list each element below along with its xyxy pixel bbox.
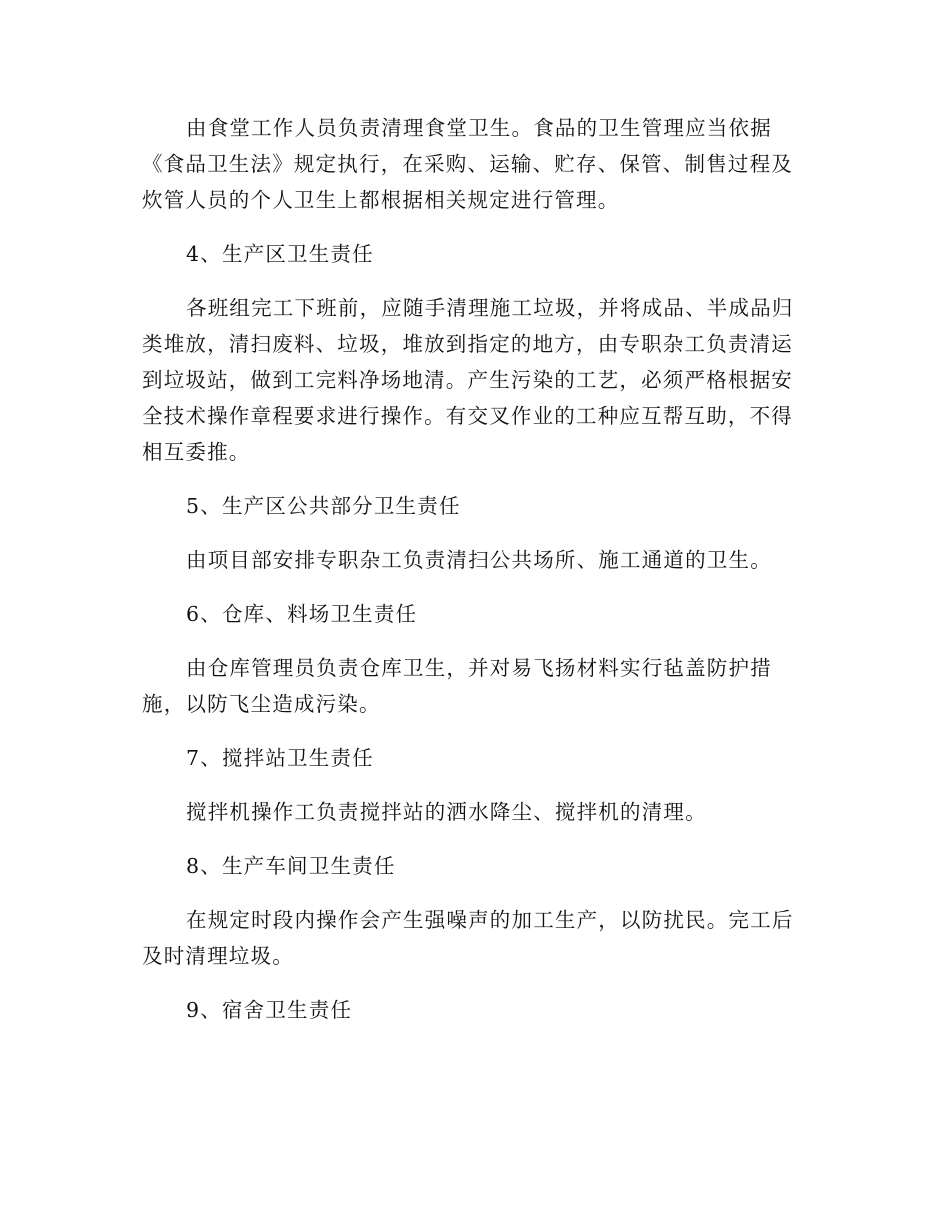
section-heading-9: 9、宿舍卫生责任	[186, 998, 353, 1022]
paragraph-production-area	[142, 290, 802, 470]
paragraph-canteen-hygiene	[142, 110, 802, 218]
section-heading-5: 5、生产区公共部分卫生责任	[186, 494, 461, 518]
text-line: 搅拌机操作工负责搅拌站的洒水降尘、搅拌机的清理。	[186, 800, 707, 824]
paragraph-public-area	[142, 542, 802, 578]
text-line: 施，以防飞尘造成污染。	[142, 692, 381, 716]
text-line: 由仓库管理员负责仓库卫生，并对易飞扬材料实行毡盖防护措	[186, 656, 772, 680]
text-line: 类堆放，清扫废料、垃圾，堆放到指定的地方，由专职杂工负责清运	[142, 332, 793, 356]
text-line: 全技术操作章程要求进行操作。有交叉作业的工种应互帮互助，不得	[142, 404, 793, 428]
text-line: 及时清理垃圾。	[142, 944, 294, 968]
text-line: 炊管人员的个人卫生上都根据相关规定进行管理。	[142, 188, 620, 212]
section-heading-7: 7、搅拌站卫生责任	[186, 746, 374, 770]
text-line: 《食品卫生法》规定执行，在采购、运输、贮存、保管、制售过程及	[142, 152, 793, 176]
section-heading-4: 4、生产区卫生责任	[186, 242, 374, 266]
text-line: 相互委推。	[142, 440, 251, 464]
paragraph-mixing-station	[142, 794, 802, 830]
document-body	[142, 110, 802, 1028]
paragraph-workshop	[142, 902, 802, 974]
section-heading-6: 6、仓库、料场卫生责任	[186, 602, 418, 626]
text-line: 在规定时段内操作会产生强噪声的加工生产，以防扰民。完工后	[186, 908, 794, 932]
text-line: 由项目部安排专职杂工负责清扫公共场所、施工通道的卫生。	[186, 548, 772, 572]
paragraph-warehouse	[142, 650, 802, 722]
section-heading-8: 8、生产车间卫生责任	[186, 854, 396, 878]
text-line: 由食堂工作人员负责清理食堂卫生。食品的卫生管理应当依据	[186, 116, 772, 140]
text-line: 各班组完工下班前，应随手清理施工垃圾，并将成品、半成品归	[186, 296, 794, 320]
text-line: 到垃圾站，做到工完料净场地清。产生污染的工艺，必须严格根据安	[142, 368, 793, 392]
